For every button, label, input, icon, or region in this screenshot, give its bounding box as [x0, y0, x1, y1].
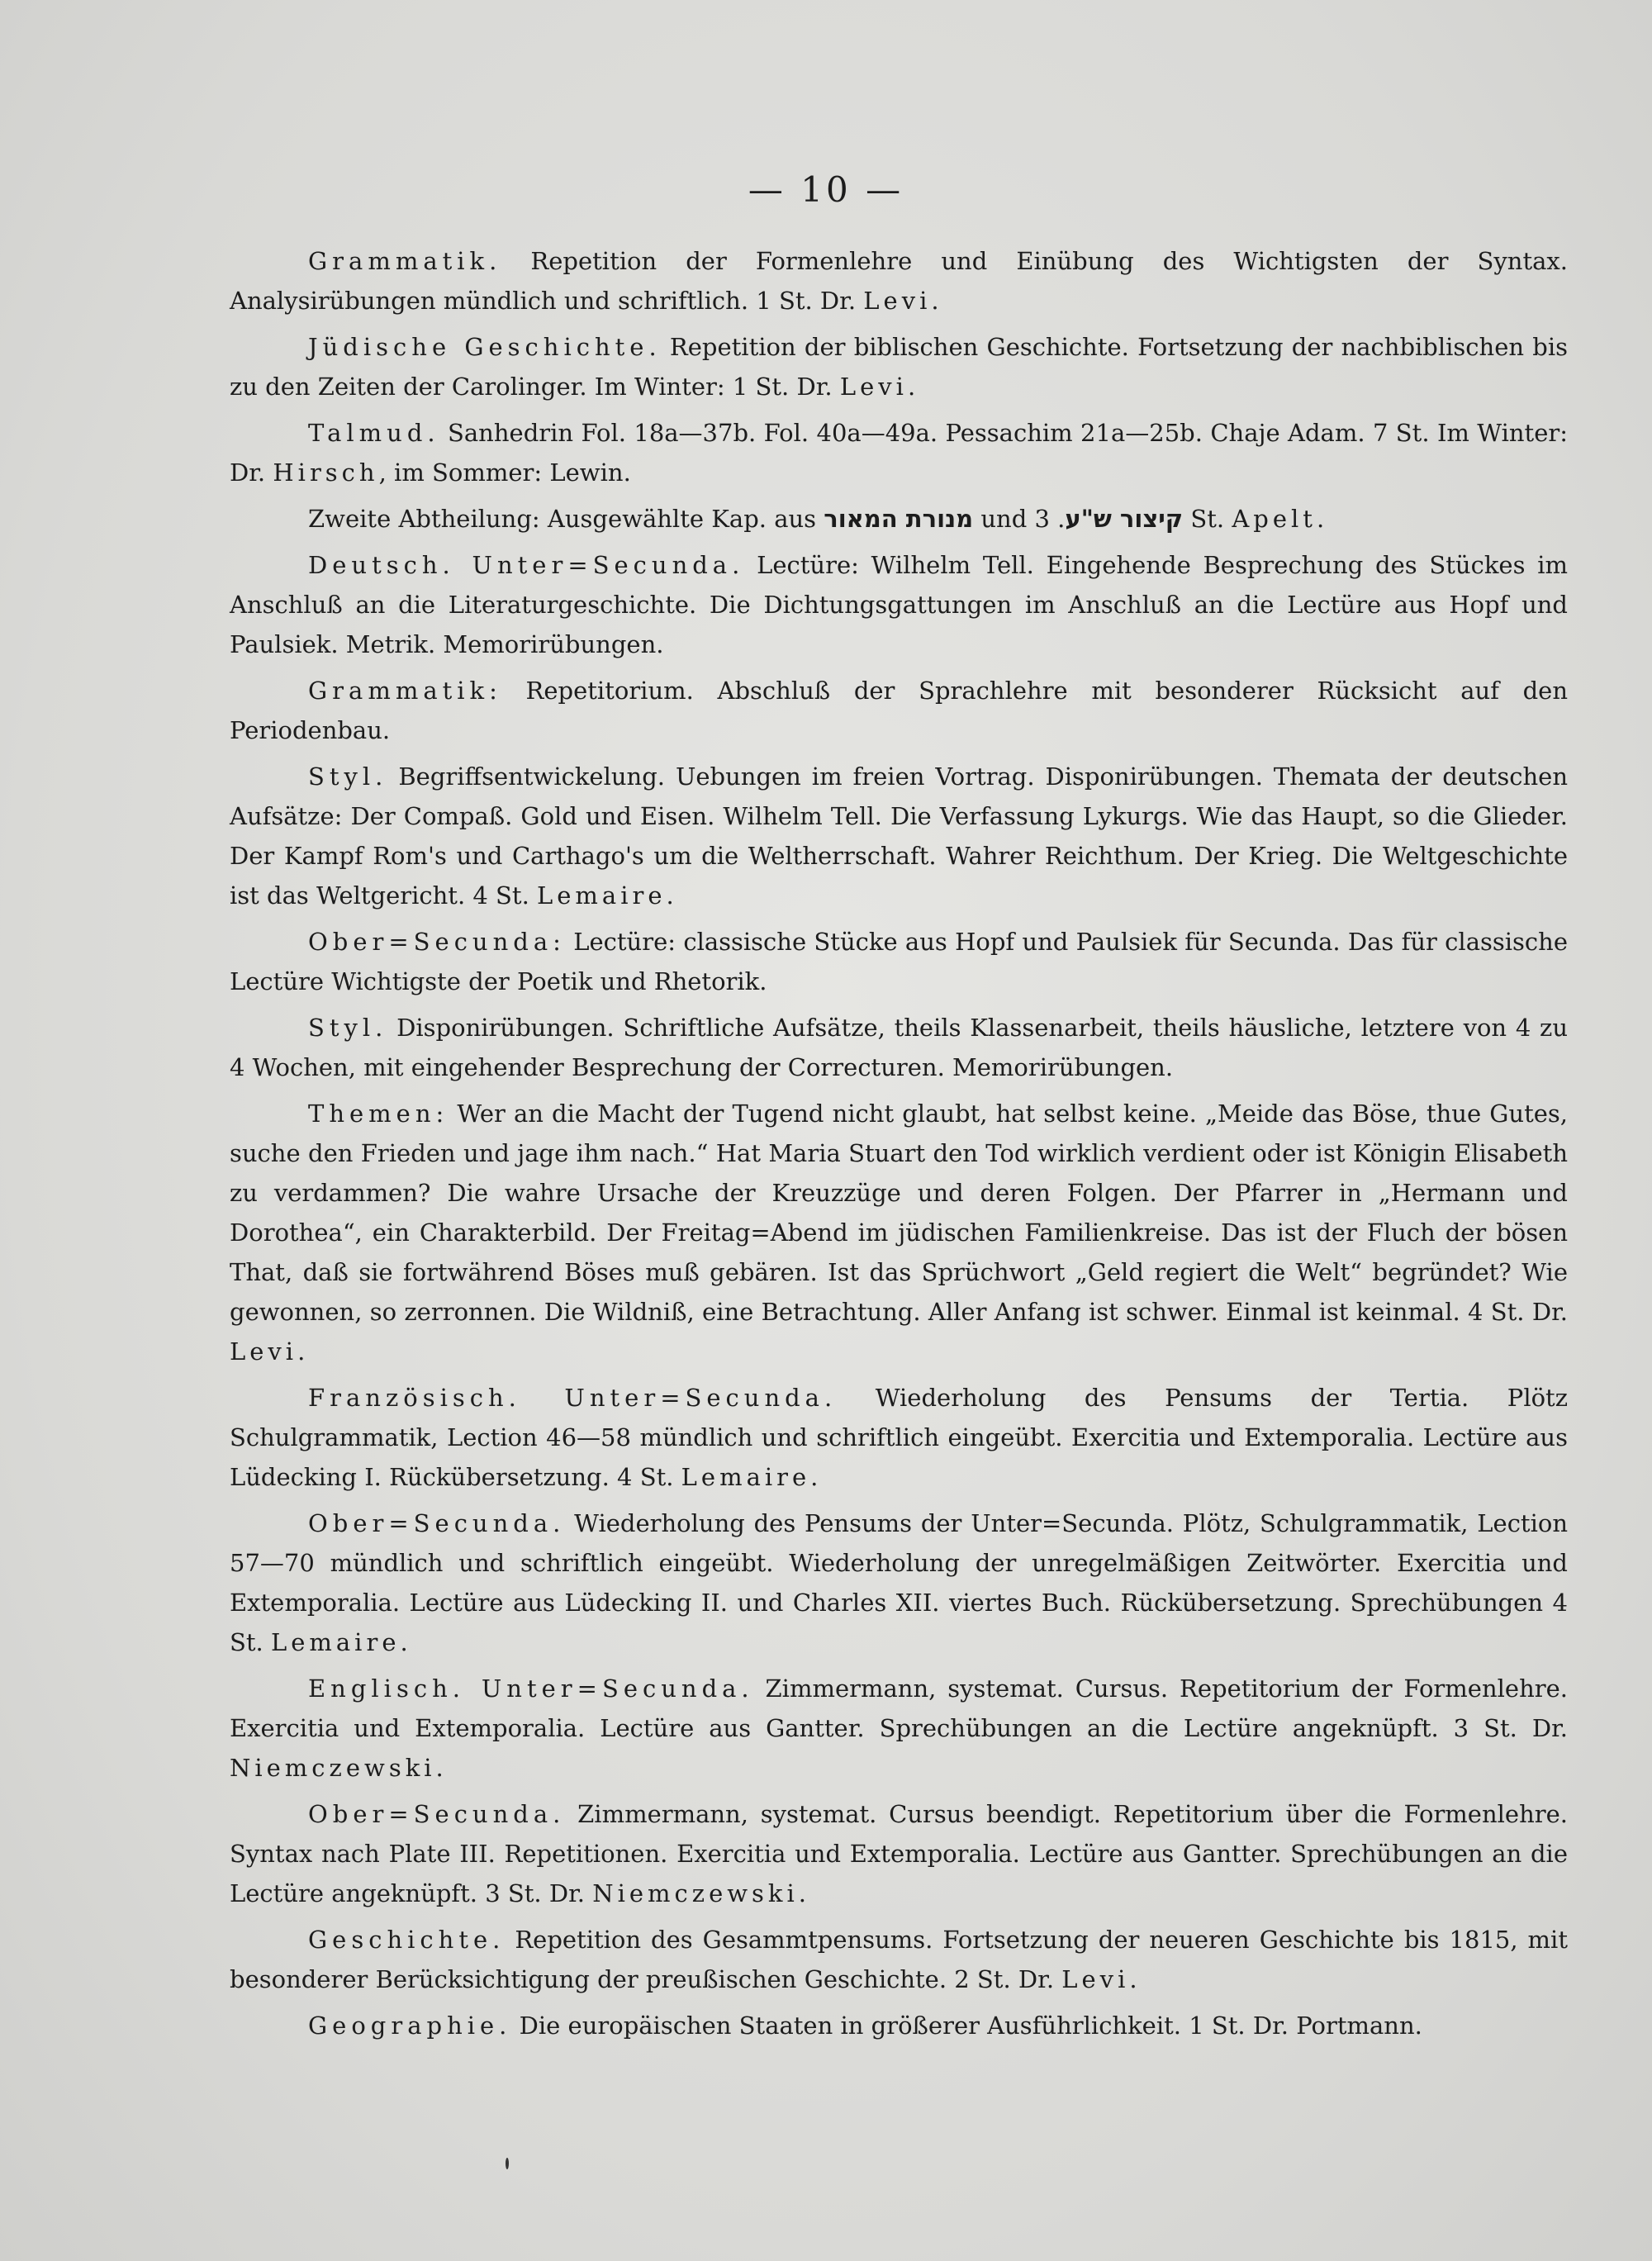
paragraph-zweite-abtheilung: Zweite Abtheilung: Ausgewählte Kap. aus מנורת המאור und קיצור ש"ע. 3 St. Apelt.: [308, 505, 1325, 533]
paragraph-englisch-unter-secunda: Englisch. Unter=Secunda. Zimmermann, systemat. Cursus. Repetitorium der Formenlehre. Exercitia und Extemporalia. Lectüre aus Gantter. Sprechübungen an die Lectüre angeknüpft. 3 St. Dr. Niemczewski.: [230, 1674, 1568, 1782]
hebrew-title-kizzur: קיצור ש"ע: [1065, 505, 1184, 533]
paragraph-englisch-ober-secunda: Ober=Secunda. Zimmermann, systemat. Cursus beendigt. Repetitorium über die Formenlehre. Syntax nach Plate III. Repetitionen. Exercitia und Extemporalia. Lectüre aus Gantter. Sprechübungen an die Lectüre angeknüpft. 3 St. Dr. Niemczewski.: [230, 1800, 1568, 1907]
paragraph-grammatik: Grammatik. Repetition der Formenlehre und Einübung des Wichtigsten der Syntax. Analysirübungen mündlich und schriftlich. 1 St. Dr. Levi.: [230, 247, 1568, 315]
paragraph-deutsch-styl: Styl. Begriffsentwickelung. Uebungen im freien Vortrag. Disponirübungen. Themata der deutschen Aufsätze: Der Compaß. Gold und Eisen. Wilhelm Tell. Die Verfassung Lykurgs. Wie das Haupt, so die Glieder. Der Kampf Rom's und Carthago's um die Weltherrschaft. Wahrer Reichthum. Der Krieg. Die Weltgeschichte ist das Weltgericht. 4 St. Lemaire.: [230, 762, 1568, 910]
paragraph-talmud: Talmud. Sanhedrin Fol. 18a—37b. Fol. 40a—49a. Pessachim 21a—25b. Chaje Adam. 7 St. Im Winter: Dr. Hirsch, im Sommer: Lewin.: [230, 419, 1568, 487]
paragraph-themen: Themen: Wer an die Macht der Tugend nicht glaubt, hat selbst keine. „Meide das Böse, thue Gutes, suche den Frieden und jage ihm nach.“ Hat Maria Stuart den Tod wirklich verdient oder ist Königin Elisabeth zu verdammen? Die wahre Ursache der Kreuzzüge und deren Folgen. Der Pfarrer in „Hermann und Dorothea“, ein Charakterbild. Der Freitag=Abend im jüdischen Familienkreise. Das ist der Fluch der bösen That, daß sie fortwährend Böses muß gebären. Ist das Sprüchwort „Geld regiert die Welt“ begründet? Wie gewonnen, so zerronnen. Die Wildniß, eine Betrachtung. Aller Anfang ist schwer. Einmal ist keinmal. 4 St. Dr. Levi.: [230, 1100, 1568, 1366]
page-number: — 10 —: [748, 169, 904, 210]
paragraph-deutsch-unter-secunda: Deutsch. Unter=Secunda. Lectüre: Wilhelm Tell. Eingehende Besprechung des Stückes im Anschluß an die Literaturgeschichte. Die Dichtungsgattungen im Anschluß an die Lectüre aus Hopf und Paulsiek. Metrik. Memorirübungen.: [230, 551, 1569, 658]
ink-speck: [506, 2158, 509, 2169]
hebrew-title-menorat: מנורת המאור: [824, 505, 974, 533]
paragraph-franzoesisch-unter-secunda: Französisch. Unter=Secunda. Wiederholung des Pensums der Tertia. Plötz Schulgrammatik, Lection 46—58 mündlich und schriftlich eingeübt. Exercitia und Extemporalia. Lectüre aus Lüdecking I. Rückübersetzung. 4 St. Lemaire.: [230, 1384, 1568, 1491]
paragraph-geschichte: Geschichte. Repetition des Gesammtpensums. Fortsetzung der neueren Geschichte bis 1815, mit besonderer Berücksichtigung der preußischen Geschichte. 2 St. Dr. Levi.: [230, 1926, 1568, 1993]
paragraph-deutsch-grammatik: Grammatik: Repetitorium. Abschluß der Sprachlehre mit besonderer Rücksicht auf den Periodenbau.: [230, 677, 1568, 744]
page-body: [230, 241, 1568, 2052]
paragraph-franzoesisch-ober-secunda: Ober=Secunda. Wiederholung des Pensums der Unter=Secunda. Plötz, Schulgrammatik, Lection 57—70 mündlich und schriftlich eingeübt. Wiederholung der unregelmäßigen Zeitwörter. Exercitia und Extemporalia. Lectüre aus Lüdecking II. und Charles XII. viertes Buch. Rückübersetzung. Sprechübungen 4 St. Lemaire.: [230, 1509, 1568, 1656]
paragraph-deutsch-ober-secunda: Ober=Secunda: Lectüre: classische Stücke aus Hopf und Paulsiek für Secunda. Das für classische Lectüre Wichtigste der Poetik und Rhetorik.: [230, 928, 1568, 995]
paragraph-ober-secunda-styl: Styl. Disponirübungen. Schriftliche Aufsätze, theils Klassenarbeit, theils häusliche, letztere von 4 zu 4 Wochen, mit eingehender Besprechung der Correcturen. Memorirübungen.: [230, 1014, 1568, 1081]
paragraph-juedische-geschichte: Jüdische Geschichte. Repetition der biblischen Geschichte. Fortsetzung der nachbiblischen bis zu den Zeiten der Carolinger. Im Winter: 1 St. Dr. Levi.: [230, 333, 1568, 401]
paragraph-geographie: Geographie. Die europäischen Staaten in größerer Ausführlichkeit. 1 St. Dr. Portmann.: [308, 2012, 1422, 2040]
